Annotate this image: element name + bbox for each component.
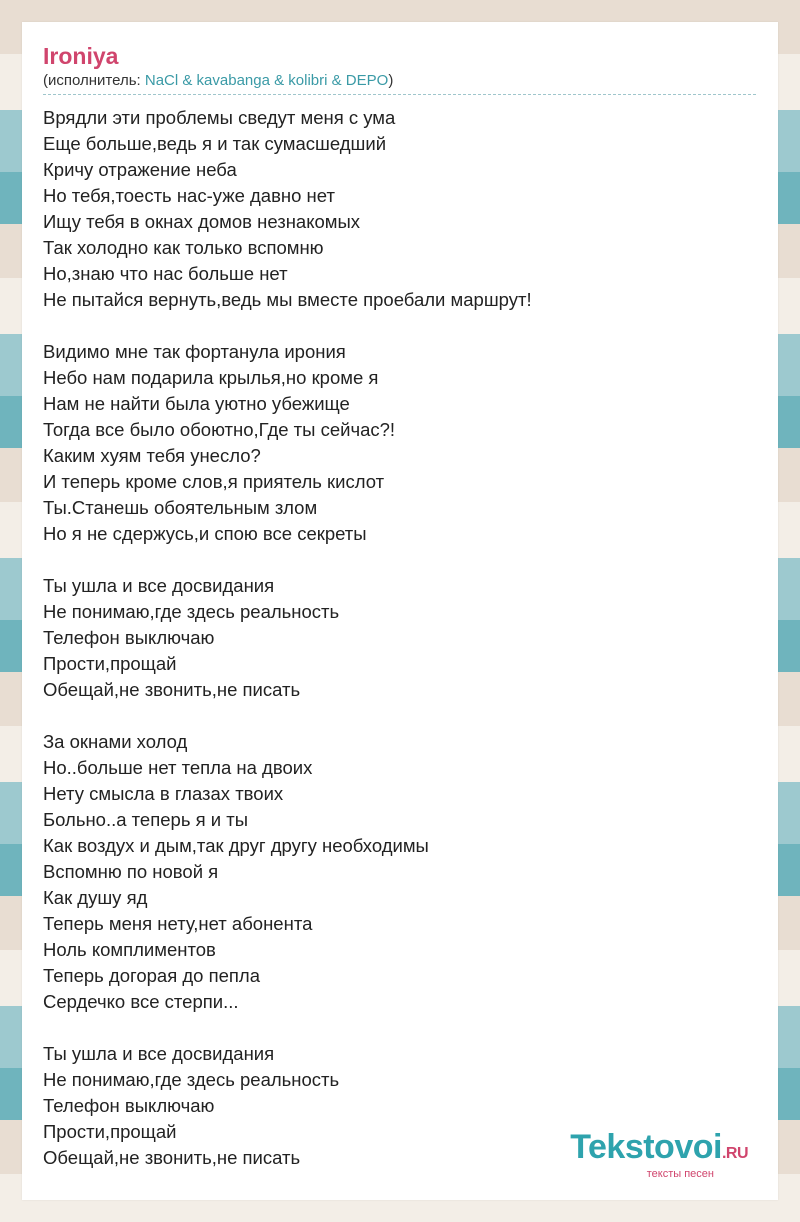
lyric-line: Не понимаю,где здесь реальность: [43, 1069, 340, 1090]
lyric-line: Ноль комплиментов: [43, 939, 216, 960]
lyric-line: Как душу яд: [43, 887, 148, 908]
logo-tagline: тексты песен: [646, 1168, 714, 1180]
lyric-line: Сердечко все стерпи...: [43, 991, 239, 1012]
lyric-line: Но..больше нет тепла на двоих: [43, 757, 313, 778]
lyric-line: Ищу тебя в окнах домов незнакомых: [43, 211, 361, 232]
lyric-line: Небо нам подарила крылья,но кроме я: [43, 367, 379, 388]
lyric-line: Телефон выключаю: [43, 627, 215, 648]
lyric-line: Как воздух и дым,так друг другу необходимы: [43, 835, 429, 856]
lyric-line: Теперь меня нету,нет абонента: [43, 913, 313, 934]
lyric-line: Но я не сдержусь,и спою все секреты: [43, 523, 367, 544]
stanza: [43, 729, 756, 1015]
lyric-line: Кричу отражение неба: [43, 159, 237, 180]
lyric-line: Прости,прощай: [43, 1121, 177, 1142]
lyric-line: Прости,прощай: [43, 653, 177, 674]
lyric-line: Обещай,не звонить,не писать: [43, 1147, 301, 1168]
byline-prefix: (исполнитель:: [43, 72, 145, 89]
lyric-line: Ты ушла и все досвидания: [43, 575, 275, 596]
lyric-line: За окнами холод: [43, 731, 188, 752]
lyrics-body: [43, 105, 756, 1171]
lyric-line: Ты.Станешь обоятельным злом: [43, 497, 318, 518]
lyric-line: Но,знаю что нас больше нет: [43, 263, 288, 284]
lyric-line: Теперь догорая до пепла: [43, 965, 261, 986]
lyric-line: Каким хуям тебя унесло?: [43, 445, 261, 466]
stanza: [43, 105, 756, 313]
lyric-line: Телефон выключаю: [43, 1095, 215, 1116]
lyric-line: Врядли эти проблемы сведут меня с ума: [43, 107, 396, 128]
lyric-line: Так холодно как только вспомню: [43, 237, 324, 258]
logo-tld: .RU: [721, 1145, 748, 1162]
artist-byline: [43, 70, 756, 95]
lyrics-card: [22, 22, 778, 1200]
lyric-line: Нам не найти была уютно убежище: [43, 393, 350, 414]
stanza: [43, 339, 756, 547]
artist-link[interactable]: NaCl & kavabanga & kolibri & DEPO: [144, 72, 389, 89]
lyric-line: Не пытайся вернуть,ведь мы вместе проебали маршрут!: [43, 289, 532, 310]
lyric-line: Еще больше,ведь я и так сумасшедший: [43, 133, 387, 154]
byline-suffix: ): [388, 72, 394, 89]
lyric-line: Обещай,не звонить,не писать: [43, 679, 301, 700]
site-logo[interactable]: [570, 1130, 748, 1180]
logo-name: Tekstovoi: [570, 1128, 722, 1166]
lyric-line: Больно..а теперь я и ты: [43, 809, 248, 830]
lyric-line: Вспомню по новой я: [43, 861, 219, 882]
lyric-line: И теперь кроме слов,я приятель кислот: [43, 471, 385, 492]
lyric-line: Нету смысла в глазах твоих: [43, 783, 284, 804]
stanza: [43, 573, 756, 703]
song-title: Ironiya: [43, 43, 119, 69]
lyric-line: Видимо мне так фортанула ирония: [43, 341, 346, 362]
lyric-line: Тогда все было обоютно,Где ты сейчас?!: [43, 419, 396, 440]
lyric-line: Но тебя,тоесть нас-уже давно нет: [43, 185, 335, 206]
lyric-line: Не понимаю,где здесь реальность: [43, 601, 340, 622]
lyric-line: Ты ушла и все досвидания: [43, 1043, 275, 1064]
